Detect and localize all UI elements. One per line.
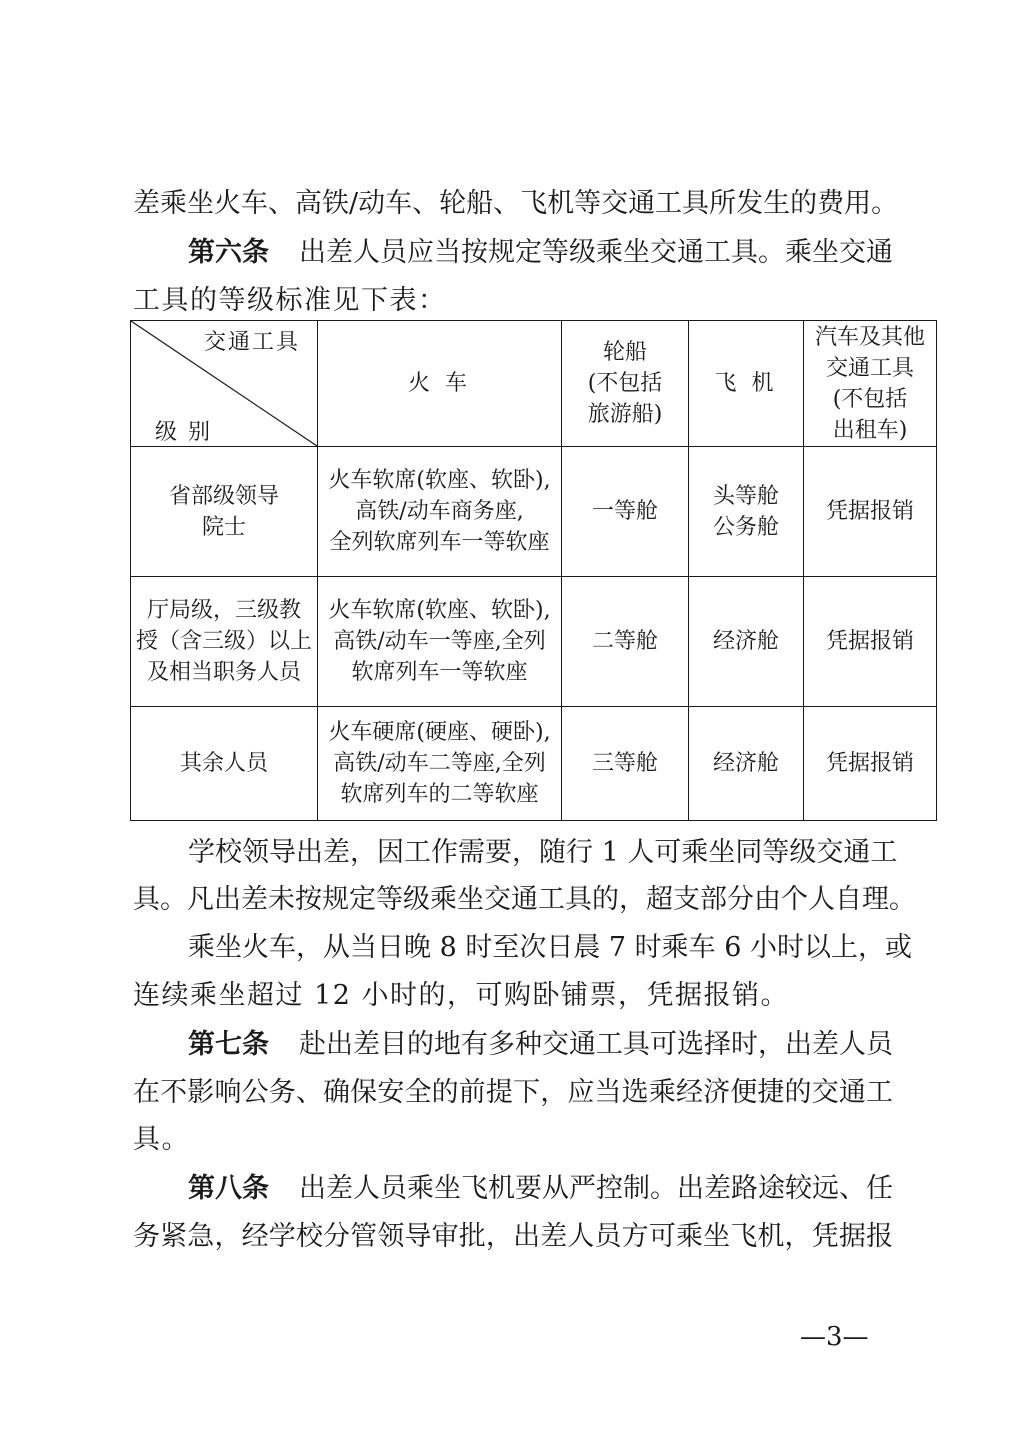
article-8-text: 出差人员乘坐飞机要从严控制。出差路途较远、任: [299, 1173, 893, 1204]
article-6-line-1: [188, 236, 893, 270]
article-8-line-1: [188, 1172, 893, 1206]
header-car: 汽车及其他 交通工具 (不包括 出租车): [804, 321, 937, 447]
car-cell: 凭据报销: [804, 447, 937, 577]
article-7-text: 赴出差目的地有多种交通工具可选择时，出差人员: [299, 1029, 893, 1060]
plane-cell: 头等舱 公务舱: [689, 447, 804, 577]
ship-cell: 一等舱: [562, 447, 689, 577]
level-cell: 其余人员: [131, 707, 318, 821]
car-cell: 凭据报销: [804, 577, 937, 707]
paragraph-line: 具。: [133, 1124, 190, 1155]
paragraph-line: 乘坐火车，从当日晚 8 时至次日晨 7 时乘车 6 小时以上，或: [188, 932, 913, 963]
plane-cell: 经济舱: [689, 707, 804, 821]
header-ship: 轮船 (不包括 旅游船): [562, 321, 689, 447]
level-cell: 厅局级，三级教 授（含三级）以上 及相当职务人员: [131, 577, 318, 707]
header-transport: 交通工具: [204, 330, 301, 355]
header-plane: 飞 机: [689, 321, 804, 447]
article-6-line-2: 工具的等级标准见下表：: [133, 285, 447, 316]
article-7-line-1: [188, 1028, 893, 1062]
ship-cell: 三等舱: [562, 707, 689, 821]
table-row: [131, 447, 937, 577]
article-8-label: 第八条: [188, 1173, 269, 1204]
article-6-label: 第六条: [188, 237, 269, 268]
train-cell: 火车软席(软座、软卧), 高铁/动车商务座, 全列软席列车一等软座: [318, 447, 562, 577]
paragraph-line: 学校领导出差，因工作需要，随行 1 人可乘坐同等级交通工: [188, 837, 898, 868]
paragraph-line: 连续乘坐超过 12 小时的，可购卧铺票，凭据报销。: [133, 980, 790, 1011]
header-train: 火 车: [318, 321, 562, 447]
train-cell: 火车软席(软座、软卧), 高铁/动车一等座,全列 软席列车一等软座: [318, 577, 562, 707]
paragraph-line: 具。凡出差未按规定等级乘坐交通工具的，超支部分由个人自理。: [133, 884, 916, 915]
table-header-row: [131, 321, 937, 447]
diagonal-header-cell: [131, 321, 318, 447]
article-7-label: 第七条: [188, 1029, 269, 1060]
transport-standard-table: [130, 320, 937, 821]
level-cell: 省部级领导 院士: [131, 447, 318, 577]
paragraph-line: 差乘坐火车、高铁/动车、轮船、飞机等交通工具所发生的费用。: [133, 188, 899, 219]
table-row: [131, 577, 937, 707]
train-cell: 火车硬席(硬座、硬卧), 高铁/动车二等座,全列 软席列车的二等软座: [318, 707, 562, 821]
paragraph-line: 务紧急，经学校分管领导审批，出差人员方可乘坐飞机，凭据报: [133, 1221, 893, 1252]
plane-cell: 经济舱: [689, 577, 804, 707]
paragraph-line: 在不影响公务、确保安全的前提下，应当选乘经济便捷的交通工: [133, 1077, 893, 1108]
ship-cell: 二等舱: [562, 577, 689, 707]
table-row: [131, 707, 937, 821]
header-level: 级 别: [155, 420, 212, 445]
page-number: —3—: [800, 1322, 869, 1352]
car-cell: 凭据报销: [804, 707, 937, 821]
article-6-text: 出差人员应当按规定等级乘坐交通工具。乘坐交通: [299, 237, 893, 268]
